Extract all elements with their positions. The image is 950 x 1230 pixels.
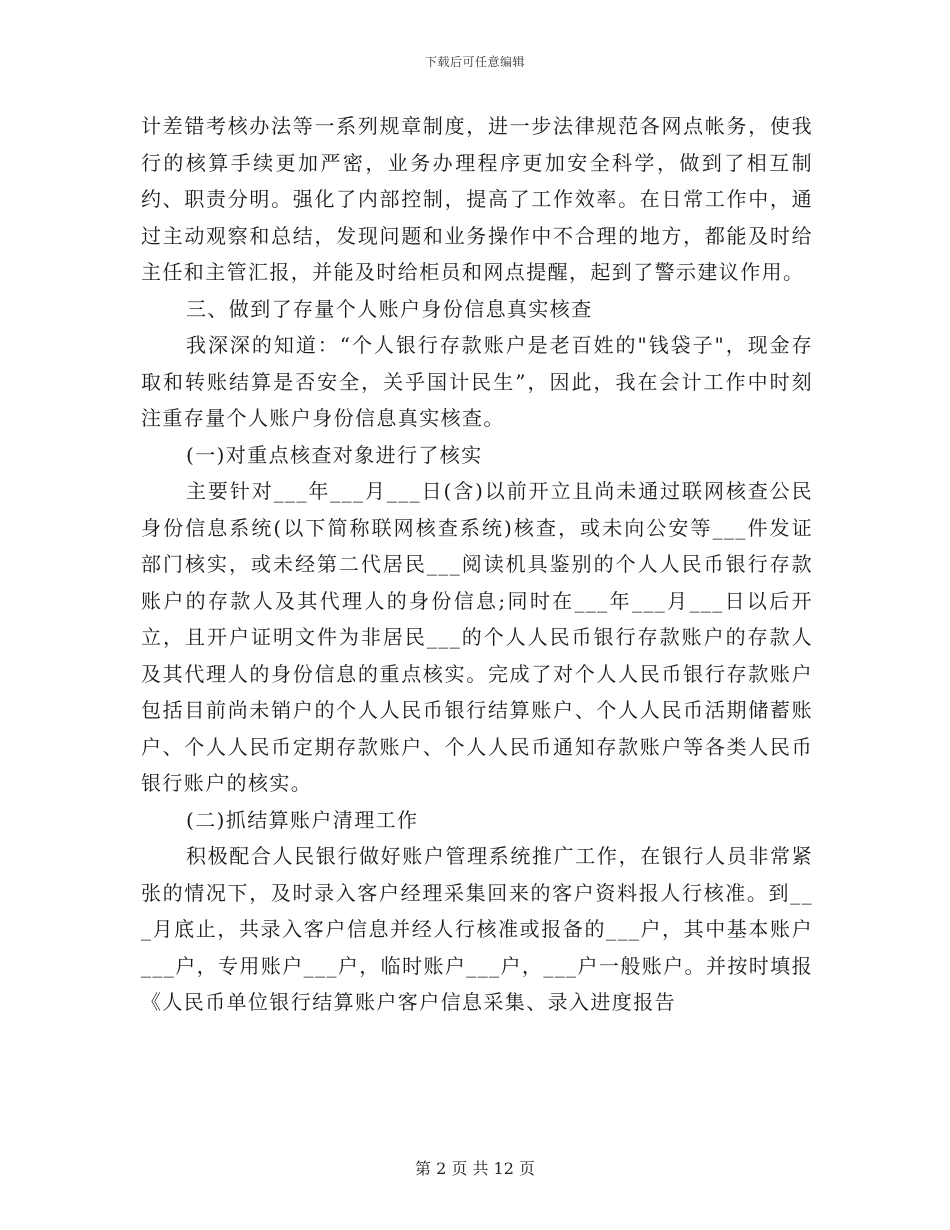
page-header-note: 下载后可任意编辑 [424, 55, 525, 69]
paragraph-3: 主要针对___年___月___日(含)以前开立且尚未通过联网核查公民身份信息系统(以下简称联网核查系统)核查，或未向公安等___件发证部门核实，或未经第二代居民___阅读机具鉴别的个人人民币银行存款账户的存款人及其代理人的身份信息;同时在___年___月___日以后开立，且开户证明文件为非居民___的个人人民币银行存款账户的存款人及其代理人的身份信息的重点核实。完成了对个人人民币银行存款账户包括目前尚未销户的个人人民币银行结算账户、个人人民币活期储蓄账户、个人人民币定期存款账户、个人人民币通知存款账户等各类人民币银行账户的核实。 [141, 479, 813, 795]
document-body [141, 108, 813, 1021]
page-number: 第 2 页 共 12 页 [415, 1159, 535, 1178]
paragraph-1: 计差错考核办法等一系列规章制度，进一步法律规范各网点帐务，使我行的核算手续更加严密，业务办理程序更加安全科学，做到了相互制约、职责分明。强化了内部控制，提高了工作效率。在日常工作中，通过主动观察和总结，发现问题和业务操作中不合理的地方，都能及时给主任和主管汇报，并能及时给柜员和网点提醒，起到了警示建议作用。 [141, 114, 813, 284]
subsection-heading-2: (二)抓结算账户清理工作 [186, 807, 419, 832]
subsection-heading-1: (一)对重点核查对象进行了核实 [186, 442, 483, 467]
section-heading-3: 三、做到了存量个人账户身份信息真实核查 [186, 296, 593, 321]
paragraph-2: 我深深的知道：“个人银行存款账户是老百姓的"钱袋子"，现金存取和转账结算是否安全，关乎国计民生”，因此，我在会计工作中时刻注重存量个人账户身份信息真实核查。 [141, 333, 813, 430]
paragraph-4: 积极配合人民银行做好账户管理系统推广工作，在银行人员非常紧张的情况下，及时录入客户经理采集回来的客户资料报人行核准。到___月底止，共录入客户信息并经人行核准或报备的___户，其中基本账户___户，专用账户___户，临时账户___户，___户一般账户。并按时填报《人民币单位银行结算账户客户信息采集、录入进度报告 [141, 844, 813, 1014]
